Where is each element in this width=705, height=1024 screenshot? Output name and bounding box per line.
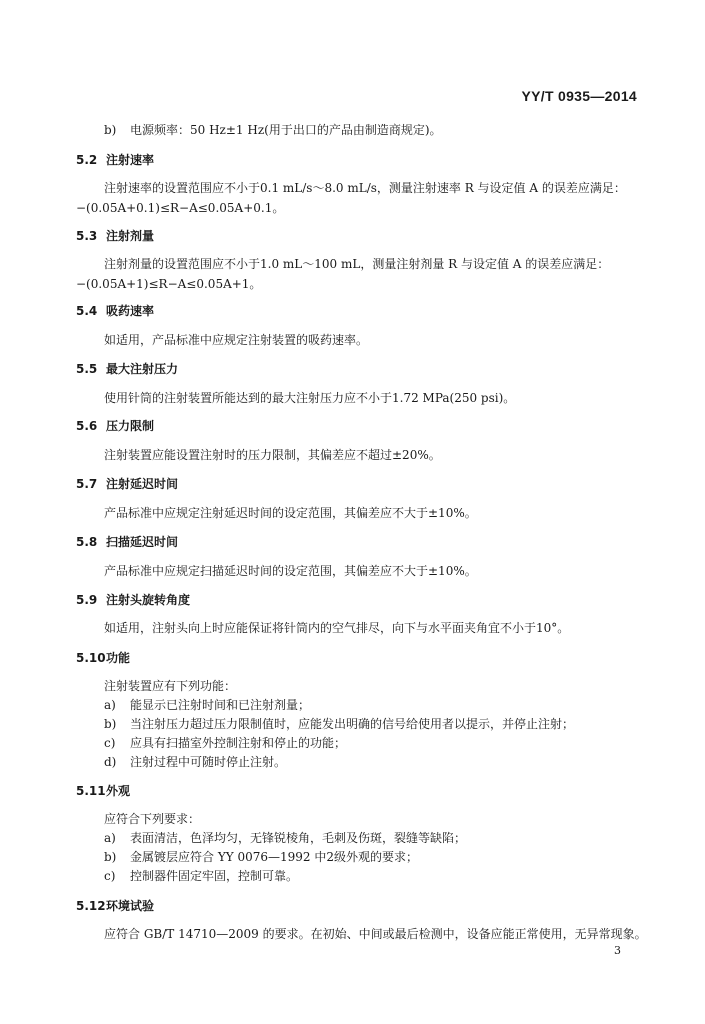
item-text: 注射过程中可随时停止注射。 <box>130 755 287 769</box>
list-item <box>104 868 298 884</box>
section-heading <box>76 152 154 168</box>
section-number: 5.4 <box>76 304 98 318</box>
list-item <box>104 716 574 732</box>
item-text: 能显示已注射时间和已注射剂量； <box>130 698 311 712</box>
paragraph-line: −(0.05A+1)≤R−A≤0.05A+1。 <box>76 277 262 291</box>
section-number: 5.5 <box>76 362 98 376</box>
item-text: 电源频率：50 Hz±1 Hz(用于出口的产品由制造商规定)。 <box>130 123 442 137</box>
section-title: 注射剂量 <box>106 229 155 243</box>
list-item <box>104 754 286 770</box>
paragraph-line: 产品标准中应规定扫描延迟时间的设定范围，其偏差应不大于±10%。 <box>104 564 477 578</box>
item-marker: c) <box>104 736 116 750</box>
list-item <box>104 735 346 751</box>
section-heading <box>76 303 154 319</box>
item-marker: b) <box>104 123 117 137</box>
section-heading <box>76 534 178 550</box>
standard-id: YY/T 0935—2014 <box>521 88 637 104</box>
paragraph-line: 注射速率的设置范围应不小于0.1 mL/s～8.0 mL/s，测量注射速率 R 与设定值 A 的误差应满足： <box>104 181 626 195</box>
item-marker: d) <box>104 755 117 769</box>
section-title: 环境试验 <box>106 899 155 913</box>
item-marker: c) <box>104 869 116 883</box>
section-number: 5.6 <box>76 419 98 433</box>
item-text: 控制器件固定牢固，控制可靠。 <box>130 869 299 883</box>
section-heading <box>76 361 178 377</box>
section-number: 5.3 <box>76 229 98 243</box>
section-title: 压力限制 <box>106 419 155 433</box>
section-heading <box>76 418 154 434</box>
paragraph-line: 注射装置应有下列功能： <box>104 679 237 693</box>
section-heading <box>76 650 130 666</box>
paragraph-line: 注射装置应能设置注射时的压力限制，其偏差应不超过±20%。 <box>104 448 441 462</box>
list-item <box>104 122 442 138</box>
section-heading <box>76 592 190 608</box>
paragraph-line: 使用针筒的注射装置所能达到的最大注射压力应不小于1.72 MPa(250 psi)。 <box>104 391 516 405</box>
section-title: 外观 <box>106 784 131 798</box>
paragraph-line: −(0.05A+0.1)≤R−A≤0.05A+0.1。 <box>76 201 285 215</box>
page-number: 3 <box>614 944 621 957</box>
section-number: 5.2 <box>76 153 98 167</box>
section-heading <box>76 228 154 244</box>
paragraph-line: 产品标准中应规定注射延迟时间的设定范围，其偏差应不大于±10%。 <box>104 506 477 520</box>
list-item <box>104 697 310 713</box>
item-text: 金属镀层应符合 YY 0076—1992 中2级外观的要求； <box>130 850 419 864</box>
section-heading <box>76 783 130 799</box>
section-heading <box>76 476 178 492</box>
paragraph-line: 注射剂量的设置范围应不小于1.0 mL～100 mL，测量注射剂量 R 与设定值 A 的误差应满足： <box>104 257 610 271</box>
item-text: 表面清洁，色泽均匀，无锋锐棱角，毛刺及伤斑，裂缝等缺陷； <box>130 831 467 845</box>
section-number: 5.9 <box>76 593 98 607</box>
section-number: 5.7 <box>76 477 98 491</box>
paragraph-line: 应符合下列要求： <box>104 812 201 826</box>
section-title: 注射速率 <box>106 153 155 167</box>
item-marker: a) <box>104 831 116 845</box>
item-marker: a) <box>104 698 116 712</box>
section-title: 功能 <box>106 651 131 665</box>
section-heading <box>76 898 154 914</box>
section-title: 注射延迟时间 <box>106 477 179 491</box>
section-title: 扫描延迟时间 <box>106 535 179 549</box>
paragraph-line: 应符合 GB/T 14710—2009 的要求。在初始、中间或最后检测中，设备应能正常使用，无异常现象。 <box>104 927 647 941</box>
section-number: 5.8 <box>76 535 98 549</box>
paragraph-line: 如适用，产品标准中应规定注射装置的吸药速率。 <box>104 333 369 347</box>
item-marker: b) <box>104 717 117 731</box>
section-number: 5.12 <box>76 899 106 913</box>
item-marker: b) <box>104 850 117 864</box>
section-number: 5.11 <box>76 784 106 798</box>
list-item <box>104 830 466 846</box>
paragraph-line: 如适用，注射头向上时应能保证将针筒内的空气排尽，向下与水平面夹角宜不小于10°。 <box>104 621 570 635</box>
section-title: 最大注射压力 <box>106 362 179 376</box>
section-title: 注射头旋转角度 <box>106 593 191 607</box>
section-number: 5.10 <box>76 651 106 665</box>
list-item <box>104 849 418 865</box>
section-title: 吸药速率 <box>106 304 155 318</box>
item-text: 应具有扫描室外控制注射和停止的功能； <box>130 736 347 750</box>
item-text: 当注射压力超过压力限制值时，应能发出明确的信号给使用者以提示，并停止注射； <box>130 717 575 731</box>
